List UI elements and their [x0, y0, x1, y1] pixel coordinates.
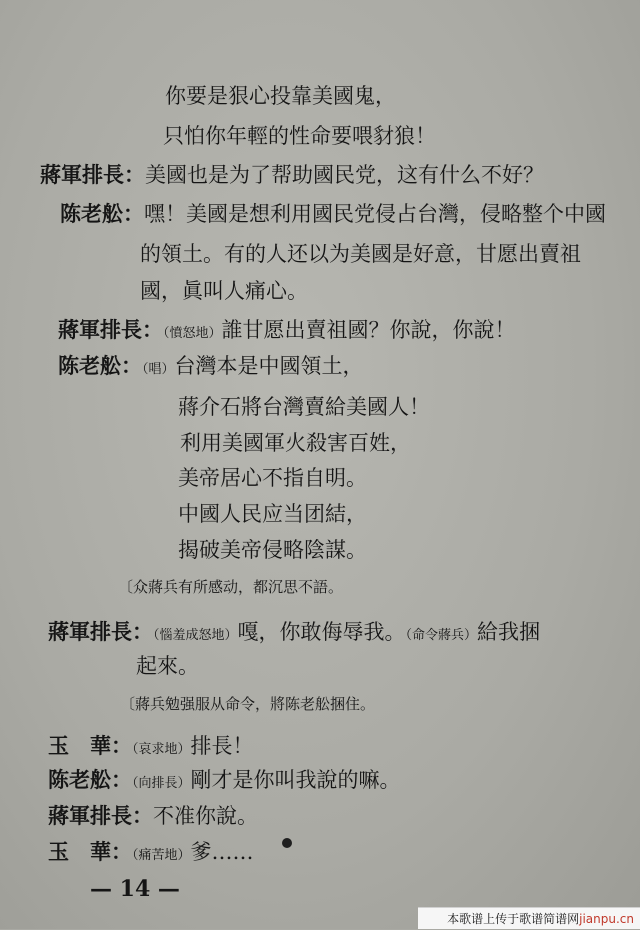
- song-line-10: 利用美國軍火殺害百姓，: [180, 431, 411, 455]
- dialogue-cont-6: 國，眞叫人痛心。: [140, 279, 308, 303]
- song-line-11: 美帝居心不指自明。: [178, 466, 367, 490]
- page-number: — 14 —: [90, 876, 180, 902]
- verse-line-2: 只怕你年輕的性命要喂豺狼！: [163, 124, 436, 148]
- dialogue-line-3: 蔣軍排長：美國也是为了帮助國民党，这有什么不好？: [40, 162, 544, 187]
- dialogue-line-7: 蔣軍排長：（憤怒地）誰甘愿出賣祖國？你說，你說！: [58, 317, 516, 342]
- song-line-13: 揭破美帝侵略陰謀。: [178, 538, 367, 562]
- stage-note: （惱羞成怒地）: [153, 628, 238, 643]
- speaker: 蔣軍排長：: [48, 619, 153, 644]
- stage-direction-1: 〔众蔣兵有所感动，都沉思不語。: [118, 578, 344, 596]
- dialogue-cont-16: 起來。: [136, 654, 199, 678]
- speaker: 蔣軍排長：: [58, 317, 163, 342]
- stage-note: （命令蔣兵）: [405, 628, 478, 643]
- watermark-site: jianpu.cn: [579, 912, 634, 926]
- stage-note: （向排長）: [132, 776, 191, 791]
- dialogue-line-20: 蔣軍排長：不准你說。: [48, 803, 258, 828]
- watermark-footer: [418, 907, 640, 929]
- stage-note: （哀求地）: [132, 742, 191, 757]
- dialogue-cont-5: 的領土。有的人还以为美國是好意，甘愿出賣祖: [140, 242, 581, 266]
- speaker: 陈老舩：: [58, 353, 142, 378]
- speaker: 玉 華：: [48, 839, 132, 864]
- dialogue-line-21: 玉 華：（痛苦地）爹……: [48, 839, 254, 864]
- stage-note: （痛苦地）: [132, 848, 191, 863]
- stage-note: （唱）: [142, 362, 175, 377]
- dialogue-line-18: 玉 華：（哀求地）排長！: [48, 733, 254, 758]
- dialogue-line-19: 陈老舩：（向排長）剛才是你叫我說的嘛。: [48, 767, 401, 792]
- speaker: 玉 華：: [48, 733, 132, 758]
- speaker: 陈老舩：: [60, 201, 144, 226]
- watermark-text: 本歌谱上传于歌谱简谱网: [447, 912, 580, 926]
- ink-spot: [282, 838, 292, 848]
- stage-note: （憤怒地）: [163, 326, 222, 341]
- speaker: 蔣軍排長：: [40, 162, 145, 187]
- speaker: 蔣軍排長：: [48, 803, 153, 828]
- verse-line-1: 你要是狠心投靠美國鬼，: [165, 84, 396, 108]
- song-line-12: 中國人民应当团結，: [178, 502, 367, 526]
- speaker: 陈老舩：: [48, 767, 132, 792]
- song-line-9: 蔣介石將台灣賣給美國人！: [178, 395, 430, 419]
- dialogue-line-15: 蔣軍排長：（惱羞成怒地）嘎，你敢侮辱我。（命令蔣兵）給我捆: [48, 619, 541, 644]
- stage-direction-2: 〔蔣兵勉强服从命令，將陈老舩捆住。: [120, 695, 376, 713]
- dialogue-line-4: 陈老舩：嘿！美國是想利用國民党侵占台灣，侵略整个中國: [60, 201, 606, 226]
- dialogue-line-8: 陈老舩：（唱）台灣本是中國領土，: [58, 353, 364, 378]
